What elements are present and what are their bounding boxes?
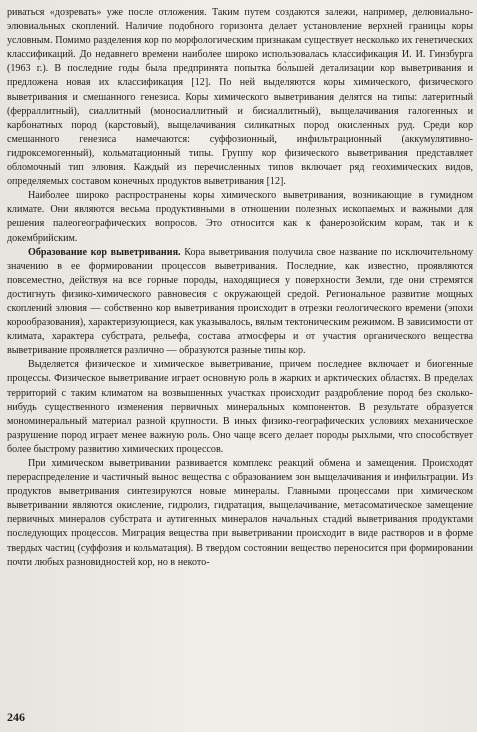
paragraph-5-text: При химическом выветривании развивается комплекс реакций обмена и замещения. Происходят перераспределение и частичный вынос вещества с образованием зон выщелачивания и инфильтрации. Из продуктов выветривания синтезируются новые минералы. Главными процессами при химическом выветривании являются окисление, гидролиз, гидратация, выщелачивание, метасоматическое замещение первичных минералов субстрата и аутигенных минералов начальных стадий выветривания продуктами последующих процессов. Миграция вещества при выветривании происходит в виде растворов и в форме твердых частиц (суффозия и кольматация). В твердом состоянии вещество переносится при формировании почти любых разновидностей кор, но в некото-: [7, 458, 473, 568]
paragraph-1: [7, 6, 473, 189]
page-number: 246: [7, 710, 25, 724]
body-text: [7, 6, 473, 570]
paragraph-2: [7, 189, 473, 245]
paragraph-3: [7, 246, 473, 359]
paragraph-2-text: Наиболее широко распространены коры химического выветривания, возникающие в гумидном климате. Они являются весьма продуктивными в отношении полезных ископаемых и важными для решения палеогеографических вопросов. Это относится как к фанерозойским корам, так и к докембрийским.: [7, 190, 473, 244]
section-heading: Образование кор выветривания.: [28, 246, 181, 258]
paragraph-3-text: Кора выветривания получила свое название по исключительному значению в ее формировании процессов выветривания. Последние, как известно, проявляются повсеместно, действуя на все горные породы, находящиеся у поверхности Земли, где они стремятся достигнуть физико-химического равновесия с окружающей средой. Региональное развитие мощных скоплений элювия — собственно кор выветривания происходит в отрезки геологического времени (эпохи корообразования), характеризующиеся, как указывалось, вялым тектоническим режимом. В зависимости от климата, характера субстрата, рельефа, состава атмосферы и от участия органического вещества выветривание проявляется различно — образуются разные типы кор.: [7, 246, 474, 357]
paragraph-4: [7, 358, 473, 457]
paragraph-4-text: Выделяется физическое и химическое выветривание, причем последнее включает и биогенные процессы. Физическое выветривание играет основную роль в жарких и арктических областях. В пределах территорий с таким климатом на возвышенных участках происходит раздробление пород без сколько-нибудь существенного изменения первичных минеральных компонентов. В результате образуется мономинеральный материал разной крупности. В иных физико-географических условиях механическое разрушение пород играет менее важную роль. Оно чаще всего делает породы рыхлыми, что способствует более быстрому развитию химических процессов.: [7, 359, 473, 455]
paragraph-5: [7, 457, 473, 570]
paragraph-1-text: риваться «дозревать» уже после отложения. Таким путем создаются залежи, например, делювиально-элювиальных скоплений. Наличие подобного горизонта делает установление верхней границы коры условным. Помимо разделения кор по морфологическим признакам существует несколько их генетических классификаций. До недавнего времени наиболее широко использовалась классификация И. И. Гинзбурга (1963 г.). В последние годы была предпринята попытка бо̀льшей детализации кор выветривания и предложена новая их классификация [12]. По ней выделяются коры химического, физического выветривания и смешанного генезиса. Коры химического выветривания делятся на типы: латеритный (ферраллитный), сиаллитный (моносиаллитный и бисиаллитный), выщелачивания галогенных и карбонатных пород (карстовый), выщелачивания силикатных пород окисленных руд. Среди кор смешанного генезиса намечаются: суффозионный, инфильтрационный (аккумулятивно-гидроксемогенный), кольматационный типы. Группу кор физического выветривания представляет обломочный тип элювия. Каждый из перечисленных типов включает ряд геохимических видов, определяемых составом конечных продуктов выветривания [12].: [7, 7, 473, 188]
